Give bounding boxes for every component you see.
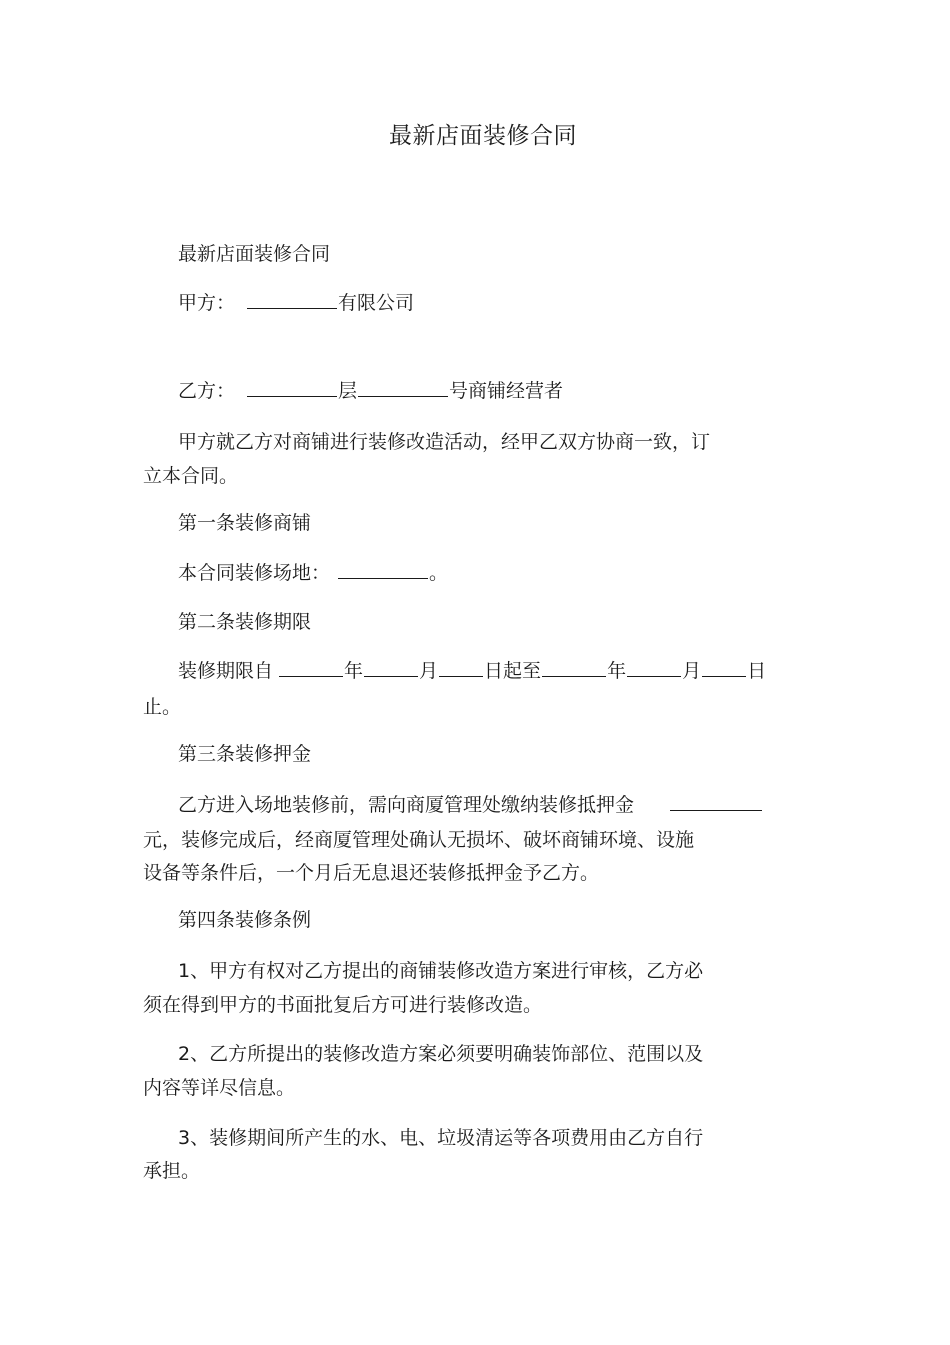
article-2-heading: 第二条装修期限	[178, 611, 312, 633]
article-1-text-line	[178, 555, 448, 591]
article-4-item-1-line-2: 须在得到甲方的书面批复后方可进行装修改造。	[143, 994, 543, 1016]
party-b-suffix: 号商铺经营者	[449, 380, 564, 402]
article-4-item-2-line-1: 2、乙方所提出的装修改造方案必须要明确装饰部位、范围以及	[178, 1043, 704, 1065]
party-a-label: 甲方：	[178, 292, 236, 314]
start-year-label: 年	[344, 660, 364, 682]
start-month-blank	[364, 654, 418, 677]
article-4-heading: 第四条装修条例	[178, 909, 312, 931]
deposit-amount-blank	[670, 788, 762, 811]
article-4-item-3-line-1: 3、装修期间所产生的水、电、垃圾清运等各项费用由乙方自行	[178, 1127, 704, 1149]
party-b-floor-blank	[247, 374, 337, 397]
start-day-blank	[439, 654, 483, 677]
contract-subtitle: 最新店面装修合同	[178, 243, 331, 265]
article-3-line-3: 设备等条件后，一个月后无息退还装修抵押金予乙方。	[143, 862, 600, 884]
party-b-number-blank	[358, 374, 448, 397]
start-day-label: 日起至	[484, 660, 542, 682]
end-day-blank	[702, 654, 746, 677]
article-3-line-1	[178, 787, 763, 823]
article-1-end: 。	[429, 562, 449, 584]
article-3-line-2: 元，装修完成后，经商厦管理处确认无损坏、破坏商铺环境、设施	[143, 829, 695, 851]
intro-line-1: 甲方就乙方对商铺进行装修改造活动，经甲乙双方协商一致，订	[178, 431, 711, 453]
party-a-line	[178, 285, 414, 321]
party-b-label: 乙方：	[178, 380, 236, 402]
intro-line-2: 立本合同。	[143, 465, 239, 487]
start-month-label: 月	[419, 660, 439, 682]
period-prefix: 装修期限自	[178, 660, 274, 682]
end-year-blank	[542, 654, 606, 677]
document-title: 最新店面装修合同	[389, 123, 577, 149]
deposit-text: 乙方进入场地装修前，需向商厦管理处缴纳装修抵押金	[178, 794, 635, 816]
article-4-item-3-line-2: 承担。	[143, 1160, 201, 1182]
party-b-line	[178, 373, 563, 409]
end-month-label: 月	[682, 660, 702, 682]
article-4-item-1-line-1: 1、甲方有权对乙方提出的商铺装修改造方案进行审核，乙方必	[178, 960, 704, 982]
article-4-item-2-line-2: 内容等详尽信息。	[143, 1077, 296, 1099]
end-year-label: 年	[607, 660, 627, 682]
article-2-line-2: 止。	[143, 696, 182, 718]
article-1-text: 本合同装修场地：	[178, 562, 331, 584]
article-2-period-line	[178, 653, 766, 689]
end-month-blank	[627, 654, 681, 677]
end-day-label: 日	[747, 660, 767, 682]
party-b-floor: 层	[338, 380, 358, 402]
renovation-site-blank	[338, 556, 428, 579]
start-year-blank	[279, 654, 343, 677]
article-1-heading: 第一条装修商铺	[178, 512, 312, 534]
party-a-suffix: 有限公司	[338, 292, 415, 314]
article-3-heading: 第三条装修押金	[178, 743, 312, 765]
party-a-name-blank	[247, 286, 337, 309]
